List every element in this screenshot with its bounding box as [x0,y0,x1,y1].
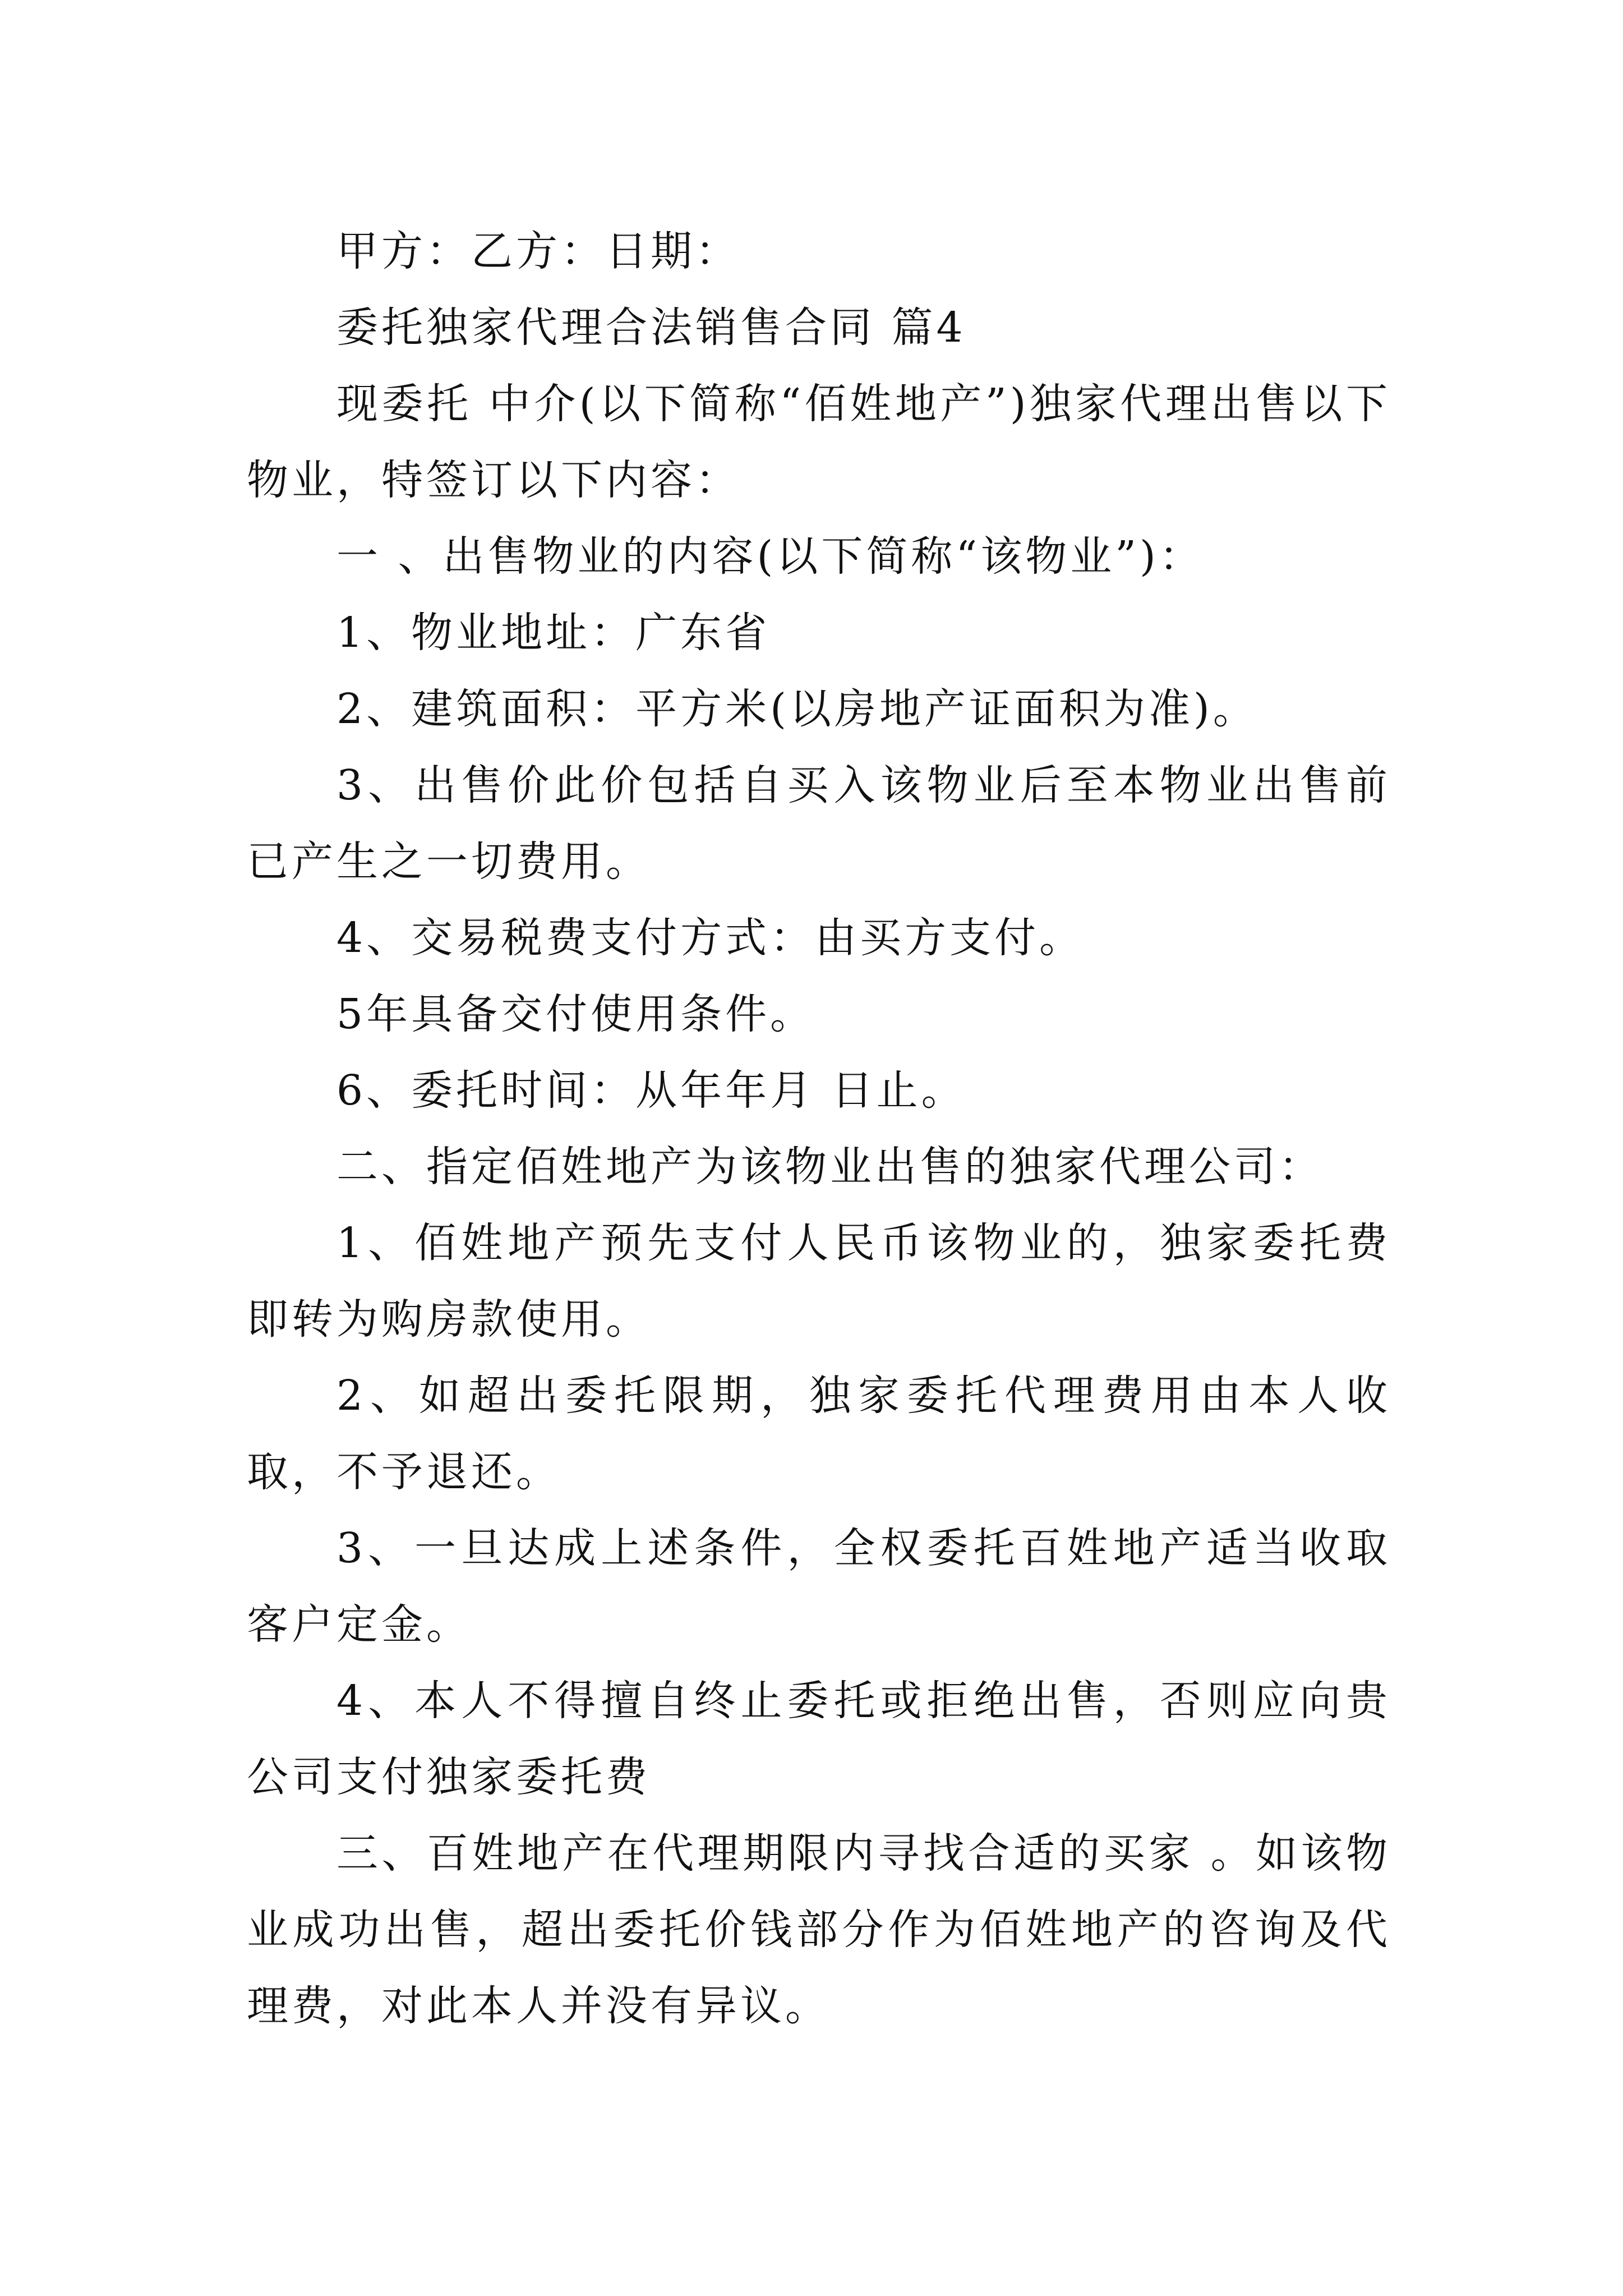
clause-2-4: 4、本人不得擅自终止委托或拒绝出售，否则应向贵公司支付独家委托费 [247,1677,1391,1801]
document-body [247,213,1391,2044]
contract-title: 委托独家代理合法销售合同 篇4 [336,303,966,352]
clause-1-3: 3、出售价此价包括自买入该物业后至本物业出售前已产生之一切费用。 [247,761,1391,886]
clause-1-6: 6、委托时间：从年年月 日止。 [336,1066,966,1115]
clause-1-5: 5年具备交付使用条件。 [336,990,815,1038]
clause-2-2: 2、如超出委托限期，独家委托代理费用由本人收取，不予退还。 [247,1372,1391,1496]
section-heading-2: 二、指定佰姓地产为该物业出售的独家代理公司： [336,1143,1324,1191]
clause-2-1: 1、佰姓地产预先支付人民币该物业的，独家委托费即转为购房款使用。 [247,1219,1391,1343]
clause-2-3: 3、一旦达成上述条件，全权委托百姓地产适当收取客户定金。 [247,1524,1391,1649]
section-heading-1: 一 、出售物业的内容(以下简称“该物业”)： [336,532,1204,581]
paragraph-intro: 现委托 中介(以下简称“佰姓地产”)独家代理出售以下物业，特签订以下内容： [247,380,1391,504]
section-3: 三、百姓地产在代理期限内寻找合适的买家 。如该物业成功出售，超出委托价钱部分作为佰姓地产的咨询及代理费，对此本人并没有异议。 [247,1829,1391,2030]
clause-1-2: 2、建筑面积：平方米(以房地产证面积为准)。 [336,685,1258,733]
clause-1-4: 4、交易税费支付方式：由买方支付。 [336,914,1085,962]
clause-1-1: 1、物业地址：广东省 [336,609,771,657]
parties-date-line: 甲方：乙方：日期： [336,227,740,275]
